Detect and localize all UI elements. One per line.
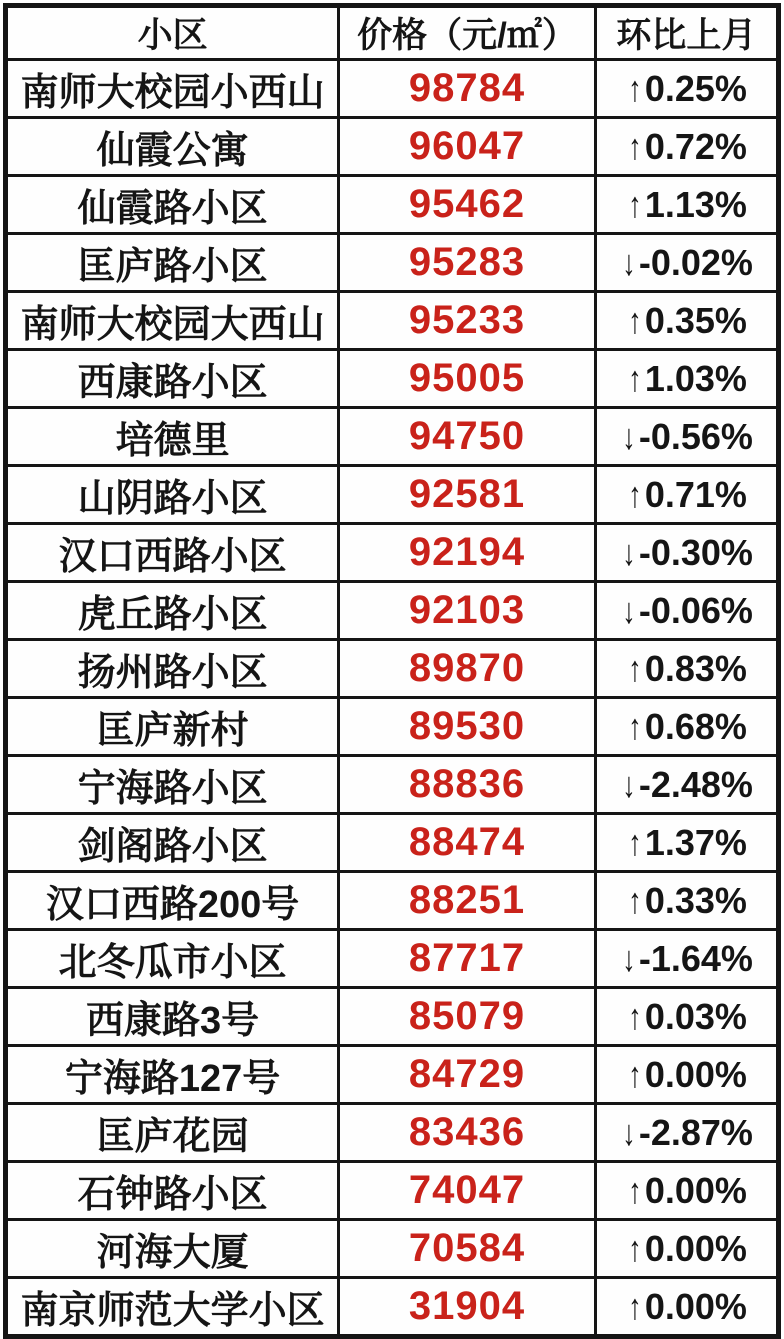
trend-arrow-icon: ↑: [628, 1285, 642, 1327]
community-name: 南师大校园小西山: [6, 60, 339, 118]
table-row: [6, 582, 779, 640]
community-name: 剑阁路小区: [6, 814, 339, 872]
change-cell: [595, 176, 778, 234]
change-percent: 1.03%: [644, 357, 747, 399]
price-value: 74047: [339, 1162, 596, 1220]
table-body: [6, 60, 779, 1337]
table-row: [6, 524, 779, 582]
table-row: [6, 1104, 779, 1162]
table-row: [6, 698, 779, 756]
change-cell: [595, 350, 778, 408]
table-row: [6, 1278, 779, 1337]
price-value: 70584: [339, 1220, 596, 1278]
trend-arrow-icon: ↑: [628, 125, 642, 167]
community-name: 西康路3号: [6, 988, 339, 1046]
trend-arrow-icon: ↓: [622, 937, 636, 979]
trend-arrow-icon: ↑: [628, 1227, 642, 1269]
change-percent: 0.72%: [644, 125, 747, 167]
change-percent: 0.03%: [644, 995, 747, 1037]
trend-arrow-icon: ↑: [628, 705, 642, 747]
community-name: 宁海路小区: [6, 756, 339, 814]
table-row: [6, 292, 779, 350]
change-percent: 0.25%: [644, 67, 747, 109]
price-value: 84729: [339, 1046, 596, 1104]
price-value: 95233: [339, 292, 596, 350]
table-row: [6, 176, 779, 234]
table-row: [6, 118, 779, 176]
community-name: 扬州路小区: [6, 640, 339, 698]
change-cell: [595, 582, 778, 640]
trend-arrow-icon: ↑: [628, 183, 642, 225]
community-name: 石钟路小区: [6, 1162, 339, 1220]
price-value: 95283: [339, 234, 596, 292]
table-row: [6, 814, 779, 872]
table-row: [6, 350, 779, 408]
price-value: 95005: [339, 350, 596, 408]
change-percent: -2.87%: [638, 1111, 753, 1153]
community-name: 匡庐新村: [6, 698, 339, 756]
price-value: 88836: [339, 756, 596, 814]
trend-arrow-icon: ↑: [628, 1053, 642, 1095]
table-row: [6, 640, 779, 698]
table-row: [6, 930, 779, 988]
trend-arrow-icon: ↑: [628, 995, 642, 1037]
price-value: 89870: [339, 640, 596, 698]
change-cell: [595, 60, 778, 118]
change-percent: 0.83%: [644, 647, 747, 689]
table-row: [6, 756, 779, 814]
trend-arrow-icon: ↑: [628, 879, 642, 921]
trend-arrow-icon: ↑: [628, 299, 642, 341]
price-value: 83436: [339, 1104, 596, 1162]
community-name: 南师大校园大西山: [6, 292, 339, 350]
community-name: 河海大厦: [6, 1220, 339, 1278]
table-row: [6, 988, 779, 1046]
price-value: 95462: [339, 176, 596, 234]
price-value: 96047: [339, 118, 596, 176]
community-name: 汉口西路200号: [6, 872, 339, 930]
price-value: 88251: [339, 872, 596, 930]
change-percent: 1.13%: [644, 183, 747, 225]
price-value: 92581: [339, 466, 596, 524]
trend-arrow-icon: ↓: [622, 763, 636, 805]
change-cell: [595, 930, 778, 988]
change-percent: 1.37%: [644, 821, 747, 863]
price-value: 94750: [339, 408, 596, 466]
price-value: 89530: [339, 698, 596, 756]
community-name: 培德里: [6, 408, 339, 466]
change-percent: -2.48%: [638, 763, 753, 805]
trend-arrow-icon: ↓: [622, 1111, 636, 1153]
trend-arrow-icon: ↑: [628, 1169, 642, 1211]
change-percent: 0.71%: [644, 473, 747, 515]
table-row: [6, 234, 779, 292]
header-row: [6, 6, 779, 60]
community-name: 汉口西路小区: [6, 524, 339, 582]
table-row: [6, 872, 779, 930]
table-row: [6, 1162, 779, 1220]
change-cell: [595, 1278, 778, 1337]
price-value: 98784: [339, 60, 596, 118]
table-row: [6, 1220, 779, 1278]
change-cell: [595, 408, 778, 466]
community-name: 匡庐路小区: [6, 234, 339, 292]
community-name: 宁海路127号: [6, 1046, 339, 1104]
table-row: [6, 60, 779, 118]
table-row: [6, 466, 779, 524]
price-table: [3, 3, 781, 1339]
change-percent: 0.35%: [644, 299, 747, 341]
community-name: 虎丘路小区: [6, 582, 339, 640]
change-percent: -0.56%: [638, 415, 753, 457]
price-value: 88474: [339, 814, 596, 872]
change-percent: -0.02%: [638, 241, 753, 283]
trend-arrow-icon: ↑: [628, 473, 642, 515]
trend-arrow-icon: ↑: [628, 647, 642, 689]
community-name: 北冬瓜市小区: [6, 930, 339, 988]
table-row: [6, 1046, 779, 1104]
trend-arrow-icon: ↓: [622, 241, 636, 283]
change-percent: 0.00%: [644, 1285, 747, 1327]
change-cell: [595, 1220, 778, 1278]
trend-arrow-icon: ↑: [628, 357, 642, 399]
price-value: 92103: [339, 582, 596, 640]
price-value: 92194: [339, 524, 596, 582]
change-percent: 0.68%: [644, 705, 747, 747]
change-percent: 0.00%: [644, 1053, 747, 1095]
col-header-price: 价格（元/㎡）: [339, 6, 596, 60]
table-row: [6, 408, 779, 466]
change-cell: [595, 118, 778, 176]
price-value: 87717: [339, 930, 596, 988]
col-header-change: 环比上月: [595, 6, 778, 60]
trend-arrow-icon: ↑: [628, 67, 642, 109]
change-cell: [595, 292, 778, 350]
change-cell: [595, 640, 778, 698]
change-cell: [595, 988, 778, 1046]
change-percent: 0.33%: [644, 879, 747, 921]
trend-arrow-icon: ↓: [622, 589, 636, 631]
price-value: 31904: [339, 1278, 596, 1337]
community-name: 仙霞公寓: [6, 118, 339, 176]
change-cell: [595, 1046, 778, 1104]
community-name: 山阴路小区: [6, 466, 339, 524]
change-percent: 0.00%: [644, 1227, 747, 1269]
change-cell: [595, 814, 778, 872]
change-cell: [595, 1162, 778, 1220]
change-cell: [595, 234, 778, 292]
community-name: 南京师范大学小区: [6, 1278, 339, 1337]
community-name: 西康路小区: [6, 350, 339, 408]
change-cell: [595, 466, 778, 524]
change-percent: -0.06%: [638, 589, 753, 631]
change-cell: [595, 756, 778, 814]
change-cell: [595, 698, 778, 756]
community-name: 仙霞路小区: [6, 176, 339, 234]
change-percent: -0.30%: [638, 531, 753, 573]
trend-arrow-icon: ↓: [622, 531, 636, 573]
change-percent: -1.64%: [638, 937, 753, 979]
change-cell: [595, 1104, 778, 1162]
trend-arrow-icon: ↓: [622, 415, 636, 457]
price-value: 85079: [339, 988, 596, 1046]
change-cell: [595, 524, 778, 582]
community-name: 匡庐花园: [6, 1104, 339, 1162]
trend-arrow-icon: ↑: [628, 821, 642, 863]
col-header-community: 小区: [6, 6, 339, 60]
change-percent: 0.00%: [644, 1169, 747, 1211]
change-cell: [595, 872, 778, 930]
